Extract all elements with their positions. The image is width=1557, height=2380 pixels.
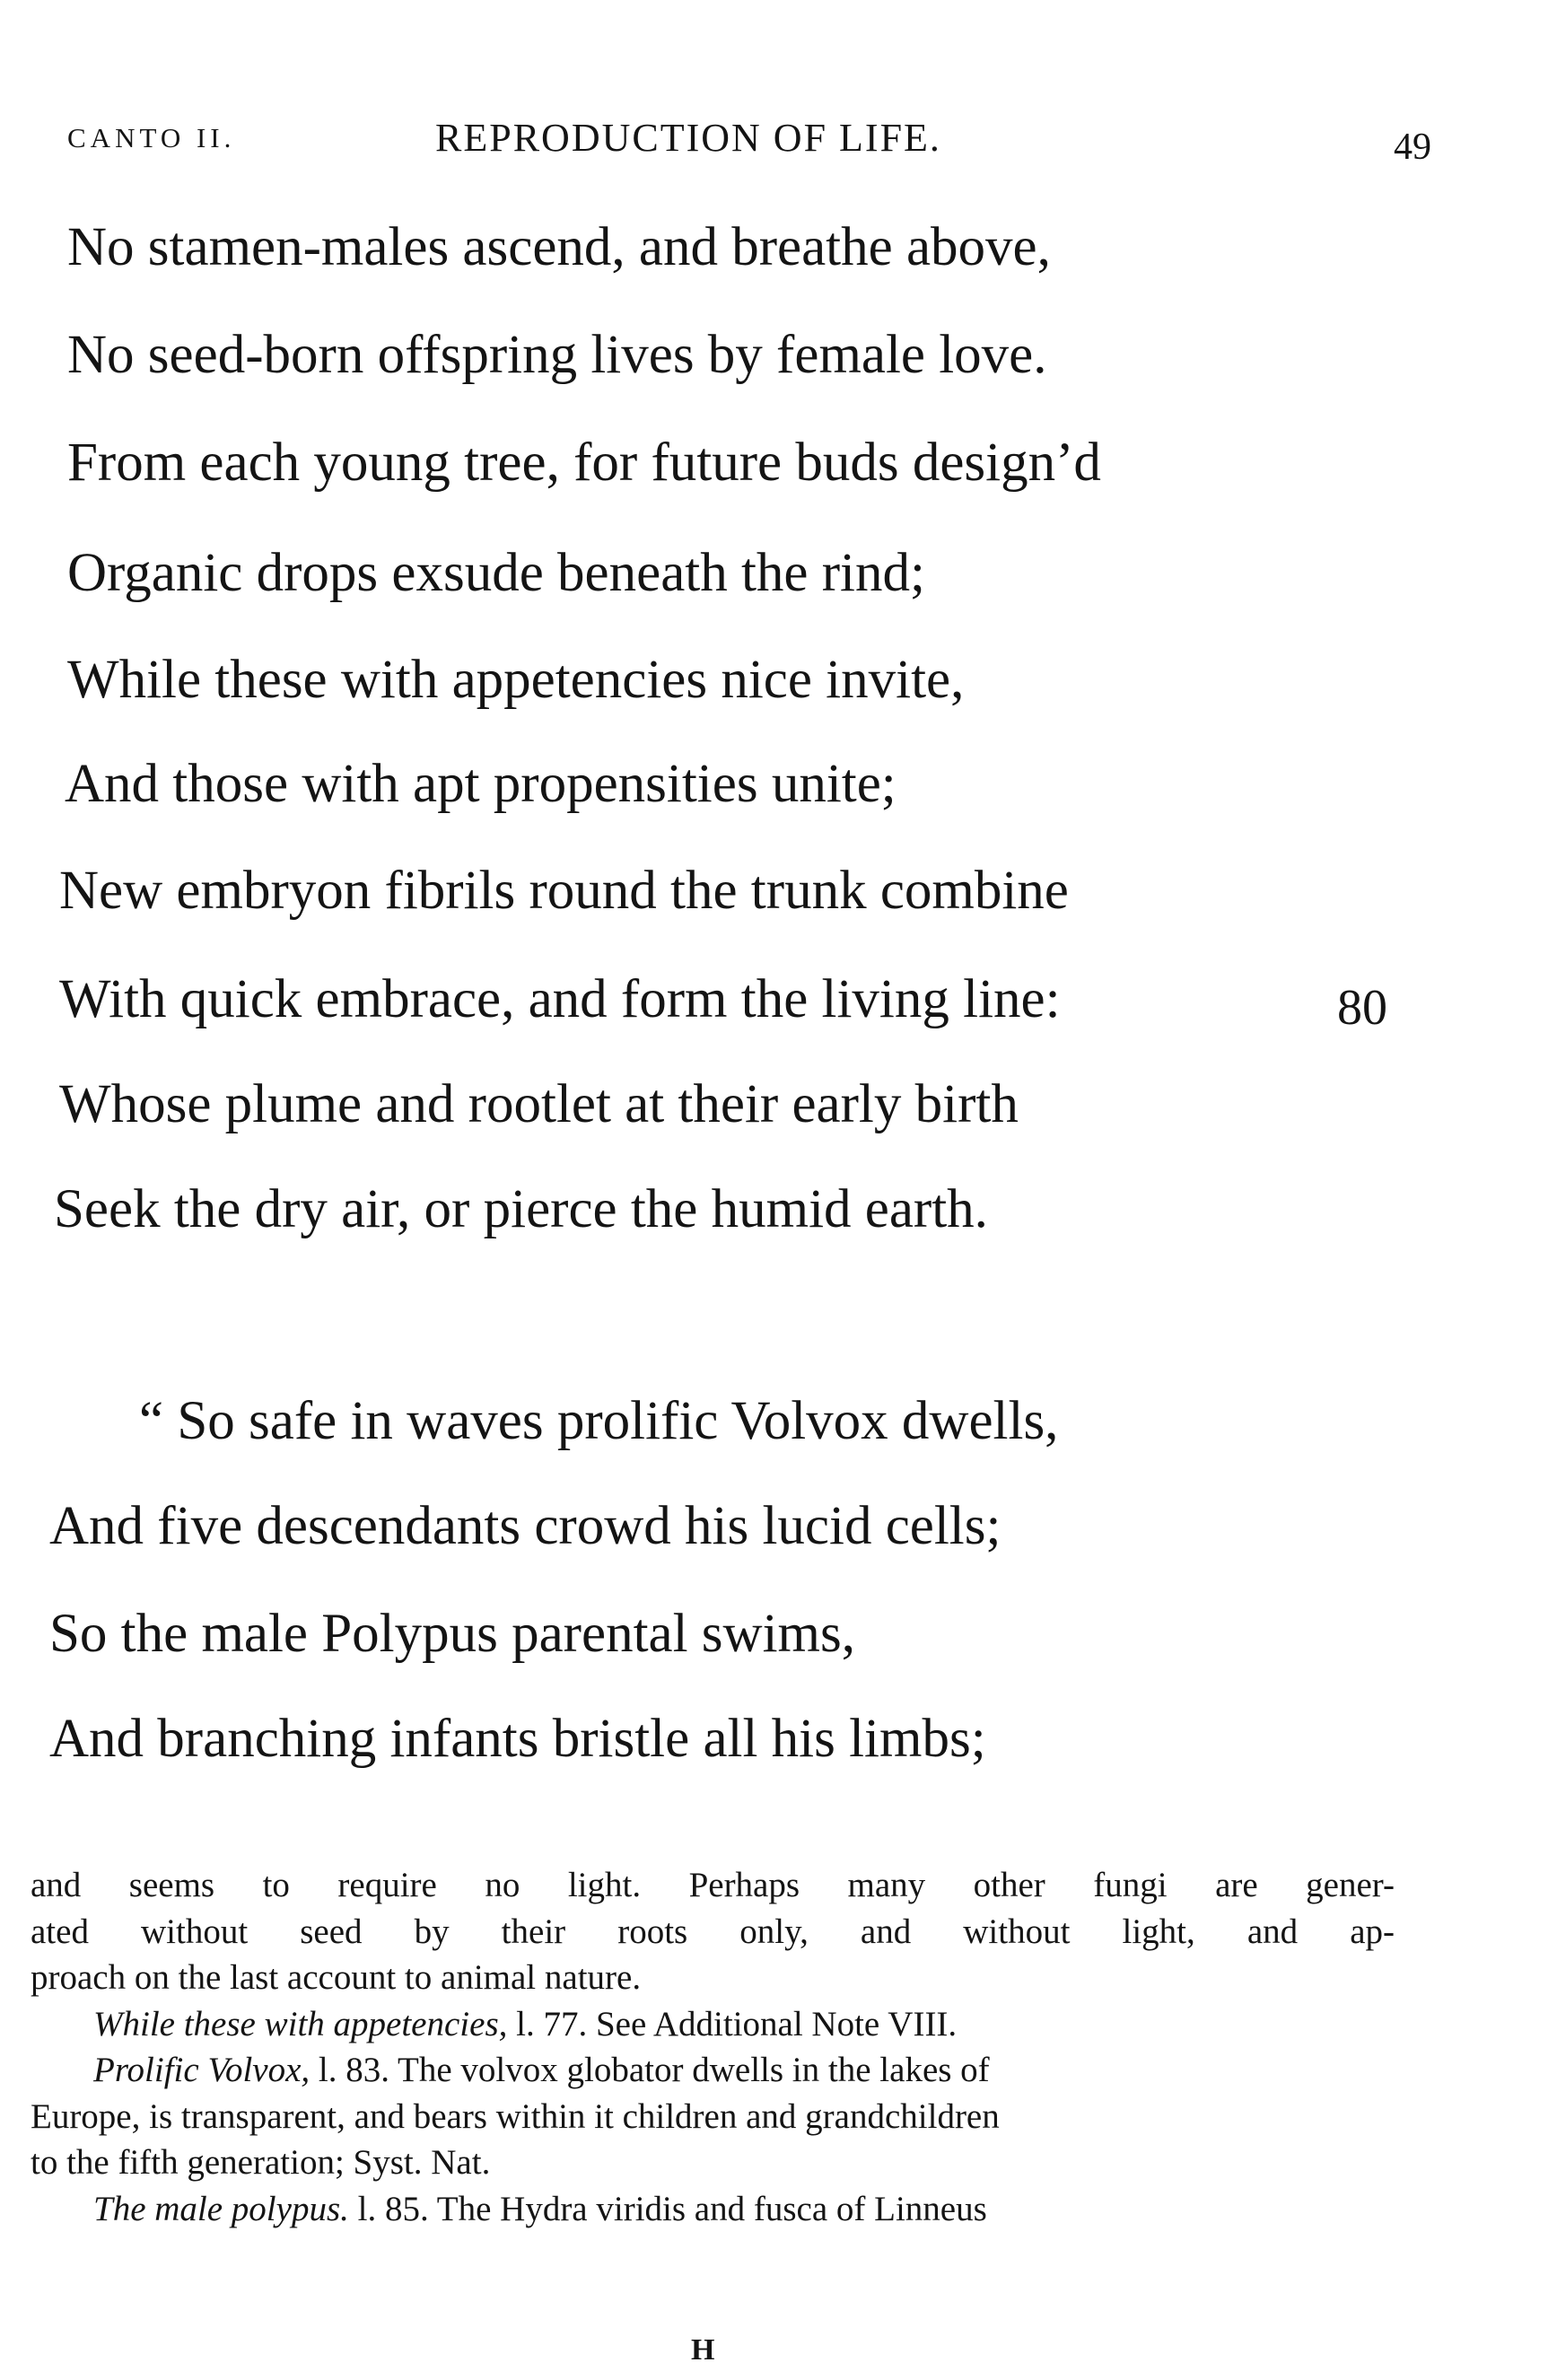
footnote-line [31, 2186, 1395, 2233]
verse-line: While these with appetencies nice invite, [67, 650, 965, 710]
footnote-reference: The male polypus. [93, 2189, 349, 2228]
verse-line: And branching infants bristle all his limbs; [49, 1709, 986, 1769]
footnote-reference: While these with appetencies, [93, 2004, 508, 2043]
footnote-line: Europe, is transparent, and bears within it children and grandchildren [31, 2096, 1000, 2136]
footnote-line: and seems to require no light. Perhaps many other fungi are gener- [31, 1866, 1395, 1904]
line-number-marker: 80 [1337, 980, 1387, 1036]
page-number: 49 [1394, 127, 1431, 168]
footnote-line [31, 2047, 1395, 2094]
verse-line: With quick embrace, and form the living line: [59, 969, 1061, 1029]
footnote-line: proach on the last account to animal nature. [31, 1958, 642, 1997]
verse-line: No stamen-males ascend, and breathe above, [67, 217, 1051, 277]
verse-line: So the male Polypus parental swims, [49, 1604, 855, 1664]
footnote-line: ated without seed by their roots only, and without light, and ap- [31, 1912, 1395, 1951]
signature-mark: H [691, 2333, 717, 2367]
footnote-text: l. 83. The volvox globator dwells in the lakes of [310, 2051, 990, 2089]
footnote-line [31, 2001, 1395, 2048]
running-title: REPRODUCTION OF LIFE. [435, 116, 941, 160]
footnote-text: l. 77. See Additional Note VIII. [507, 2004, 958, 2043]
footnote-text: l. 85. The Hydra viridis and fusca of Linneus [348, 2189, 987, 2228]
verse-line: “ So safe in waves prolific Volvox dwells, [139, 1391, 1059, 1451]
verse-line: And five descendants crowd his lucid cells; [49, 1496, 1002, 1556]
footnotes [31, 1862, 1395, 2232]
canto-label: CANTO II. [67, 122, 236, 153]
verse-line: From each young tree, for future buds design’d [67, 433, 1101, 493]
verse-line: Seek the dry air, or pierce the humid earth. [54, 1179, 988, 1239]
verse-line: And those with apt propensities unite; [65, 754, 897, 814]
footnote-line: to the fifth generation; Syst. Nat. [31, 2143, 491, 2182]
verse-line: Organic drops exsude beneath the rind; [67, 543, 925, 603]
verse-line: No seed-born offspring lives by female love. [67, 325, 1047, 385]
verse-line: Whose plume and rootlet at their early birth [59, 1074, 1019, 1134]
verse-line: New embryon fibrils round the trunk combine [59, 861, 1069, 921]
running-header [67, 115, 1431, 169]
footnote-reference: Prolific Volvox, [93, 2051, 311, 2089]
